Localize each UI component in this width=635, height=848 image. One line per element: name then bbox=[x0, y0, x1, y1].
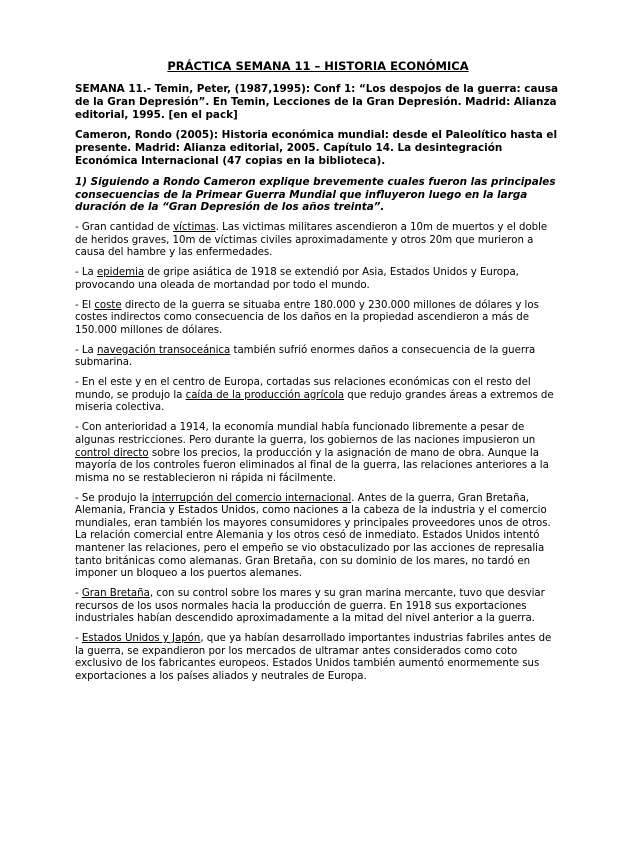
paragraph-victimas bbox=[75, 222, 561, 260]
paragraph-control-directo bbox=[75, 422, 561, 485]
paragraph-text: que redujo grandes áreas a extremos de miseria colectiva. bbox=[75, 389, 554, 414]
paragraph-produccion-agricola bbox=[75, 377, 561, 415]
paragraph-text: directo de la guerra se situaba entre 180.000 y 230.000 millones de dólares y los costes indirectos como consecuencia de los daños en la propiedad ascendieron a más de 150.000 millones de dólares. bbox=[75, 299, 539, 336]
paragraph-text: . Antes de la guerra, Gran Bretaña, Alemania, Francia y Estados Unidos, como naciones a la cabeza de la industria y el comercio mundiales, eran también los mayores consumidores y principales proveedores unos de otros. La relación comercial entre Alemania y los otros cesó de inmediato. Estados Unidos intentó mantener las relaciones, pero el empeño se vio obstaculizado por las acciones de represalia tanto británicas como alemanas. Gran Bretaña, con su dominio de los mares, no tardó en imponer un bloqueo a los puertos alemanes. bbox=[75, 492, 551, 580]
document-page bbox=[75, 58, 561, 691]
paragraph-text: - La bbox=[75, 344, 97, 356]
paragraph-text: - La bbox=[75, 267, 97, 279]
paragraph-navegacion bbox=[75, 345, 561, 370]
document-title: PRÁCTICA SEMANA 11 – HISTORIA ECONÓMICA bbox=[167, 59, 469, 73]
paragraph-estados-unidos-japon bbox=[75, 633, 561, 683]
paragraph-keyword: navegación transoceánica bbox=[96, 344, 231, 356]
paragraph-keyword: Gran Bretaña bbox=[81, 588, 150, 600]
paragraph-text: - El bbox=[75, 299, 95, 311]
reference-cameron: Cameron, Rondo (2005): Historia económica mundial: desde el Paleolítico hasta el presente. Madrid: Alianza editorial, 2005. Capítulo 14. La desintegración Económica Internacional (47 copias en la biblioteca). bbox=[75, 129, 558, 167]
paragraph-text: . Las victimas militares ascendieron a 10m de muertos y el doble de heridos graves, 10m de víctimas civiles aproximadamente y otros 20m que murieron a causa del hambre y las enfermedades. bbox=[75, 222, 548, 259]
paragraph-keyword: interrupción del comercio internacional bbox=[151, 492, 352, 504]
paragraph-keyword: coste bbox=[94, 299, 122, 311]
paragraph-text: - Con anterioridad a 1914, la economía mundial había funcionado libremente a pesar de algunas restricciones. Pero durante la guerra, los gobiernos de las naciones impusieron un bbox=[75, 422, 536, 446]
paragraph-epidemia bbox=[75, 267, 561, 292]
paragraph-text: , que ya habían desarrollado importantes industrias fabriles antes de la guerra, se expandieron por los mercados de ultramar antes considerados como coto exclusivo de los fabricantes europeos. Estados Unidos también aumentó enormemente sus exportaciones a los países aliados y neutrales de Europa. bbox=[75, 633, 552, 682]
paragraph-text: , con su control sobre los mares y su gran marina mercante, tuvo que desviar recursos de los usos normales hacia la producción de guerra. En 1918 sus exportaciones industriales habían descendido aproximadamente a la mitad del nivel anterior a la guerra. bbox=[75, 588, 545, 625]
paragraph-text: también sufrió enormes daños a consecuencia de la guerra submarina. bbox=[75, 344, 536, 369]
question-1: 1) Siguiendo a Rondo Cameron explique brevemente cuales fueron las principales consecuencias de la Primear Guerra Mundial que influyeron luego en la larga duración de la “Gran Depresión de los años treinta”. bbox=[75, 175, 556, 214]
paragraph-text: - bbox=[75, 588, 82, 600]
paragraph-keyword: Estados Unidos y Japón bbox=[81, 633, 201, 645]
paragraph-keyword: caída de la producción agrícola bbox=[185, 389, 345, 401]
paragraph-text: - En el este y en el centro de Europa, cortadas sus relaciones económicas con el resto del mundo, se produjo la bbox=[75, 377, 531, 401]
paragraph-text: - Gran cantidad de bbox=[75, 222, 174, 234]
paragraph-coste bbox=[75, 300, 561, 338]
paragraph-text: - Se produjo la bbox=[75, 492, 152, 504]
paragraph-keyword: epidemia bbox=[96, 267, 145, 279]
paragraph-text: de gripe asiática de 1918 se extendió por Asia, Estados Unidos y Europa, provocando una oleada de mortandad por todo el mundo. bbox=[75, 267, 519, 291]
paragraph-text: sobre los precios, la producción y la asignación de mano de obra. Aunque la mayoría de los controles fueron eliminados al final de la guerra, las relaciones anteriores a la misma no se restablecieron ni rápida ni fácilmente. bbox=[75, 447, 549, 484]
paragraph-comercio-internacional bbox=[75, 493, 561, 581]
paragraph-keyword: víctimas bbox=[173, 222, 216, 234]
reference-temin: SEMANA 11.- Temin, Peter, (1987,1995): Conf 1: “Los despojos de la guerra: causa de la Gran Depresión”. En Temin, Lecciones de la Gran Depresión. Madrid: Alianza editorial, 1995. [en el pack] bbox=[75, 83, 559, 121]
paragraph-text: - bbox=[75, 633, 82, 645]
paragraph-keyword: control directo bbox=[75, 447, 149, 459]
paragraph-gran-bretana bbox=[75, 588, 561, 626]
